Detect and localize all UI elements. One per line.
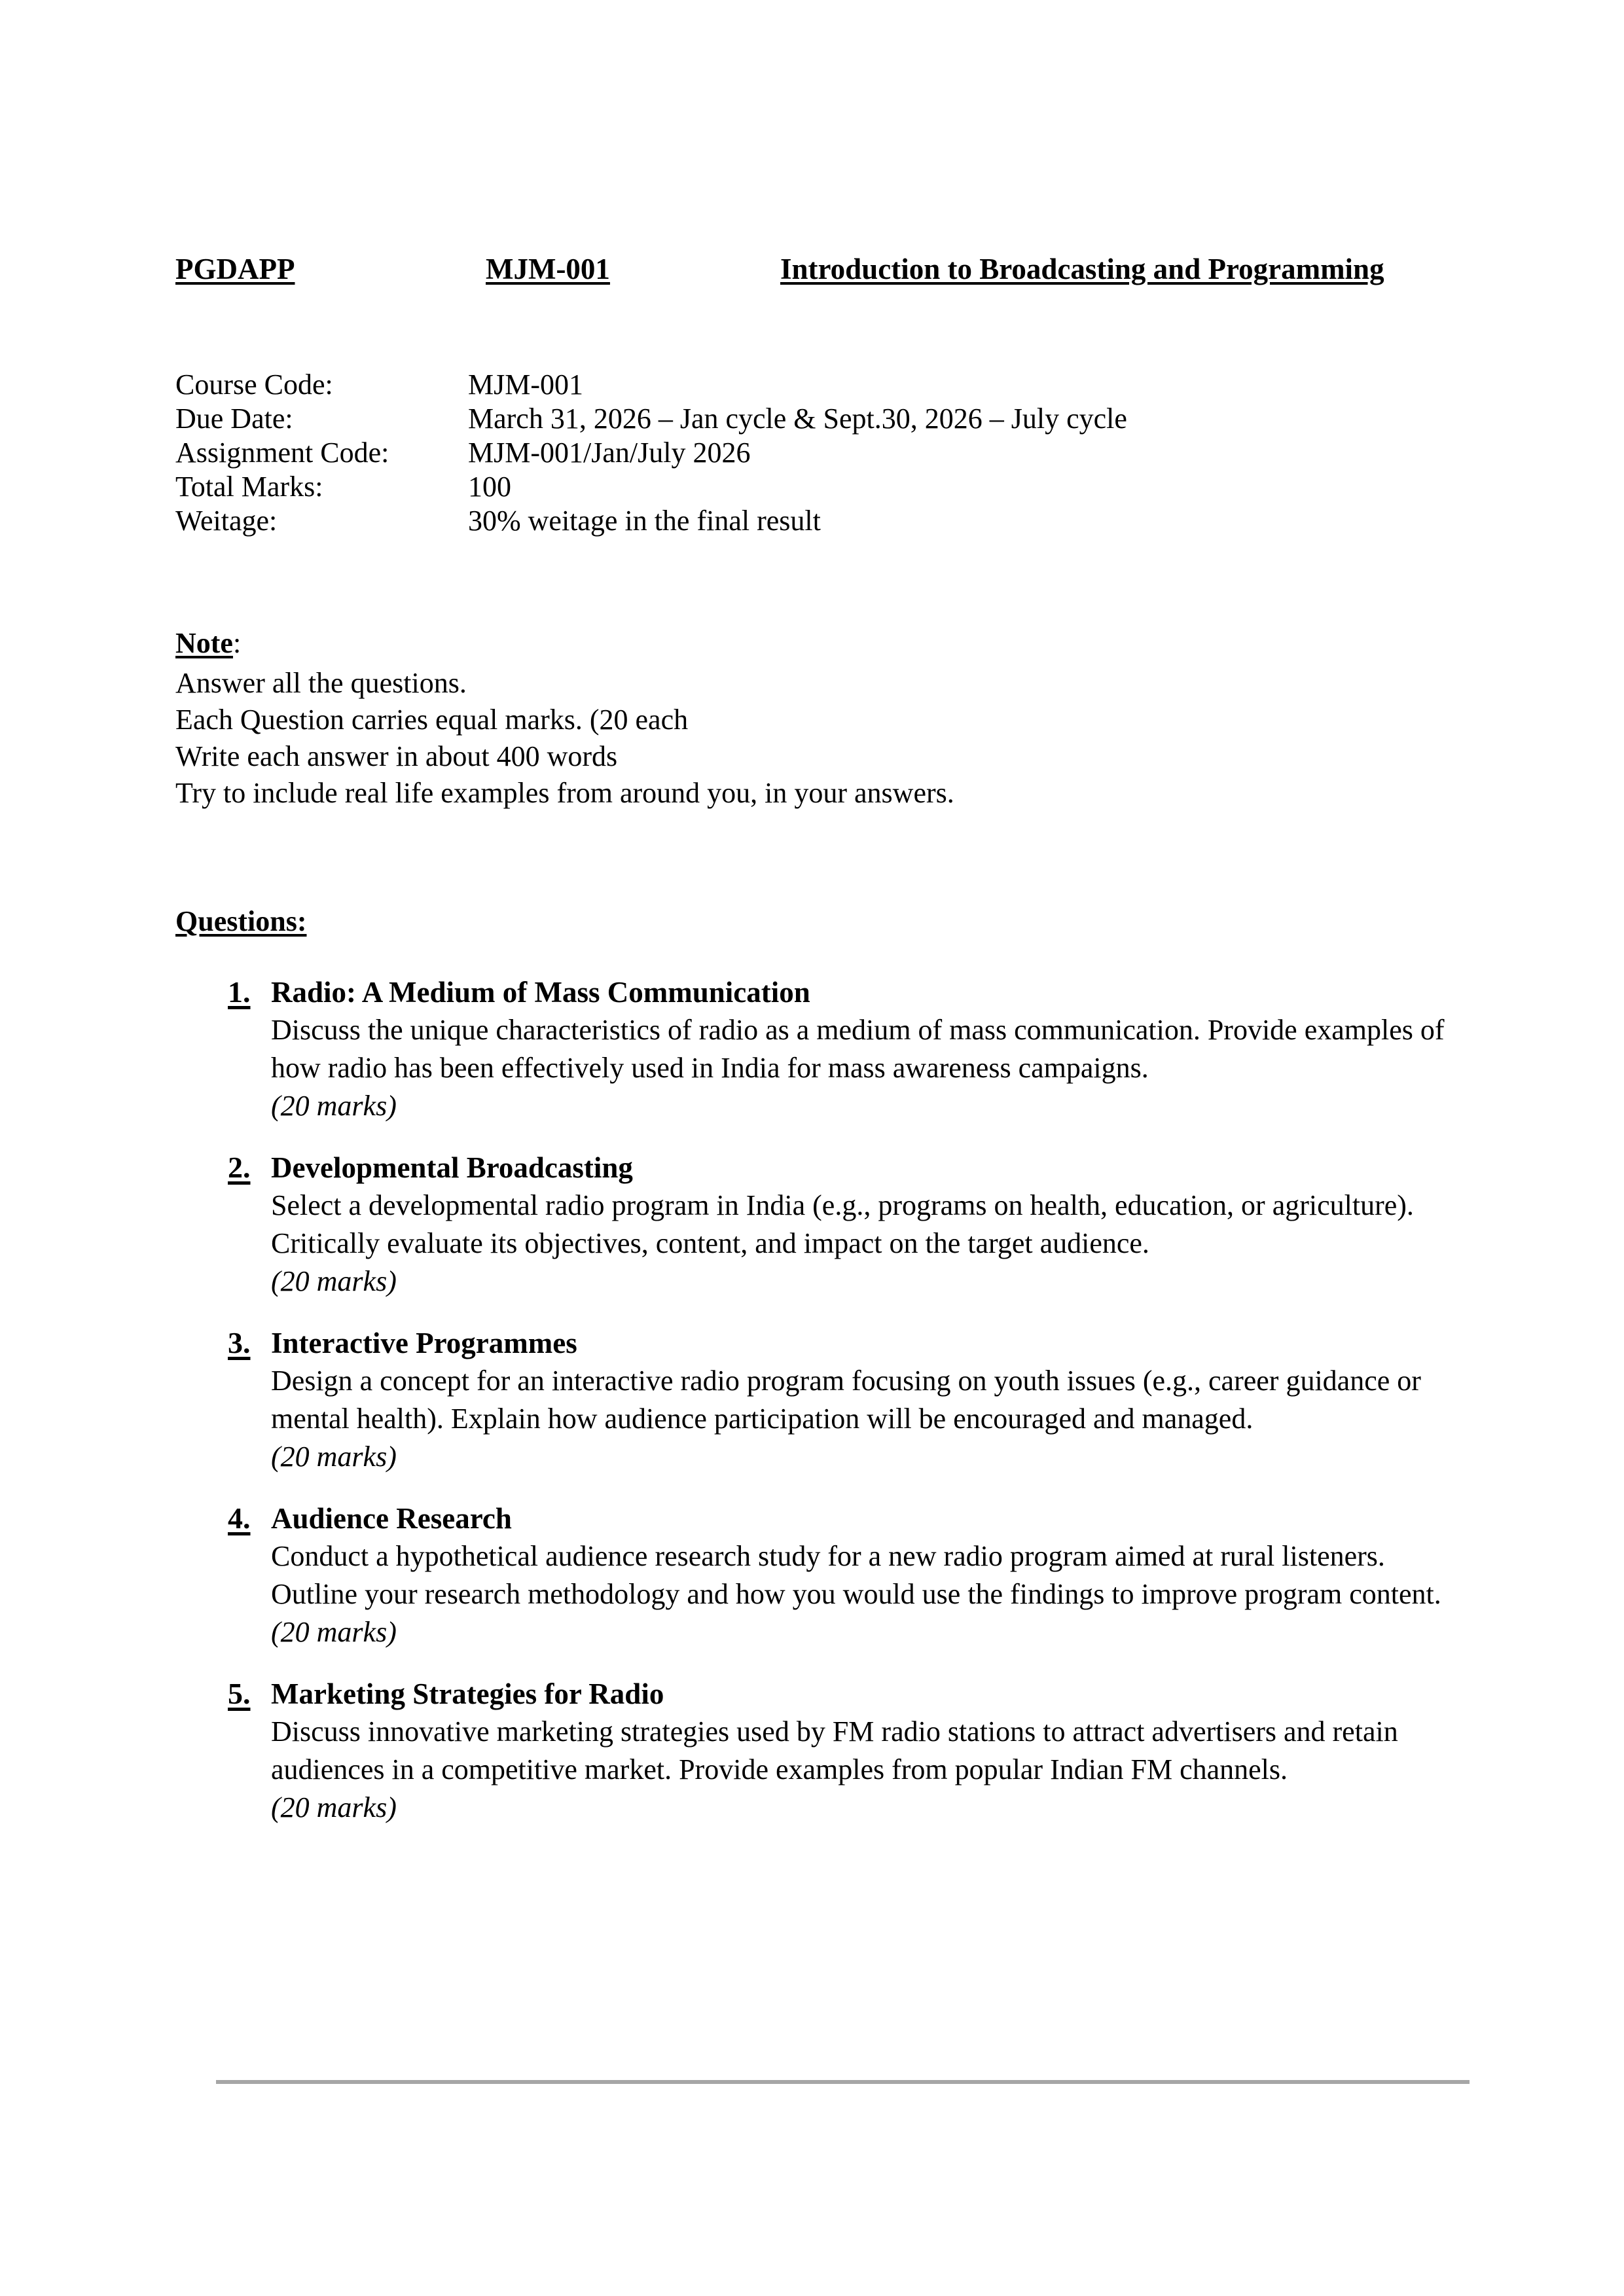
question-marks: (20 marks) <box>271 1441 397 1473</box>
question-title: Interactive Programmes <box>271 1327 577 1359</box>
questions-heading: Questions: <box>175 905 307 937</box>
note-block <box>175 625 1452 812</box>
meta-row-assignment-code <box>175 436 1419 470</box>
question-body: Discuss innovative marketing strategies used by FM radio stations to attract advertisers and retain audiences in a competitive market. Provide examples from popular Indian FM channels. <box>271 1715 1398 1785</box>
question-marks: (20 marks) <box>271 1090 397 1122</box>
question-body: Select a developmental radio program in India (e.g., programs on health, education, or agriculture). Critically evaluate its objectives, content, and impact on the target audience. <box>271 1189 1414 1259</box>
question-body: Conduct a hypothetical audience research study for a new radio program aimed at rural listeners. Outline your research methodology and how you would use the findings to improve program content. <box>271 1540 1441 1610</box>
question-number: 4. <box>228 1501 251 1535</box>
meta-row-weitage <box>175 504 1419 538</box>
note-line: Each Question carries equal marks. (20 each <box>175 704 689 736</box>
question-number: 2. <box>228 1151 251 1184</box>
footer-divider <box>216 2080 1470 2084</box>
question-body: Design a concept for an interactive radio program focusing on youth issues (e.g., career guidance or mental health). Explain how audience participation will be encouraged and managed. <box>271 1365 1421 1435</box>
question-marks: (20 marks) <box>271 1265 397 1297</box>
question-item <box>228 1675 1458 1827</box>
header-course-code: MJM-001 <box>486 253 610 285</box>
question-item <box>228 1149 1458 1300</box>
document-header <box>175 250 1458 289</box>
question-title: Audience Research <box>271 1502 512 1535</box>
question-marks: (20 marks) <box>271 1616 397 1648</box>
question-marks: (20 marks) <box>271 1791 397 1823</box>
meta-row-due-date <box>175 402 1419 436</box>
note-heading <box>175 625 1452 662</box>
header-program-code: PGDAPP <box>175 253 295 285</box>
question-title: Marketing Strategies for Radio <box>271 1677 664 1710</box>
question-number: 5. <box>228 1677 251 1710</box>
question-list <box>228 973 1458 1850</box>
question-title: Radio: A Medium of Mass Communication <box>271 976 810 1009</box>
question-number: 1. <box>228 975 251 1009</box>
meta-value: MJM-001/Jan/July 2026 <box>468 437 751 469</box>
header-course-title: Introduction to Broadcasting and Programming <box>780 253 1384 285</box>
question-item <box>228 973 1458 1125</box>
note-heading-suffix: : <box>232 627 242 659</box>
meta-label: Course Code: <box>175 368 333 401</box>
meta-value: 30% weitage in the final result <box>468 505 821 537</box>
note-heading-word: Note <box>175 627 233 659</box>
note-line: Write each answer in about 400 words <box>175 740 618 772</box>
meta-label: Total Marks: <box>175 471 323 503</box>
meta-value: March 31, 2026 – Jan cycle & Sept.30, 2026 – July cycle <box>468 403 1127 435</box>
assignment-meta-block <box>175 368 1419 538</box>
meta-label: Weitage: <box>175 505 278 537</box>
question-title: Developmental Broadcasting <box>271 1151 633 1184</box>
meta-label: Assignment Code: <box>175 437 389 469</box>
note-line: Answer all the questions. <box>175 667 467 699</box>
meta-row-course-code <box>175 368 1419 402</box>
meta-value: 100 <box>468 471 511 503</box>
note-line: Try to include real life examples from around you, in your answers. <box>175 777 954 809</box>
question-number: 3. <box>228 1326 251 1359</box>
question-item <box>228 1324 1458 1476</box>
question-body: Discuss the unique characteristics of radio as a medium of mass communication. Provide examples of how radio has been effectively used in India for mass awareness campaigns. <box>271 1014 1445 1084</box>
meta-value: MJM-001 <box>468 368 584 401</box>
question-item <box>228 1499 1458 1651</box>
meta-label: Due Date: <box>175 403 293 435</box>
meta-row-total-marks <box>175 470 1419 504</box>
